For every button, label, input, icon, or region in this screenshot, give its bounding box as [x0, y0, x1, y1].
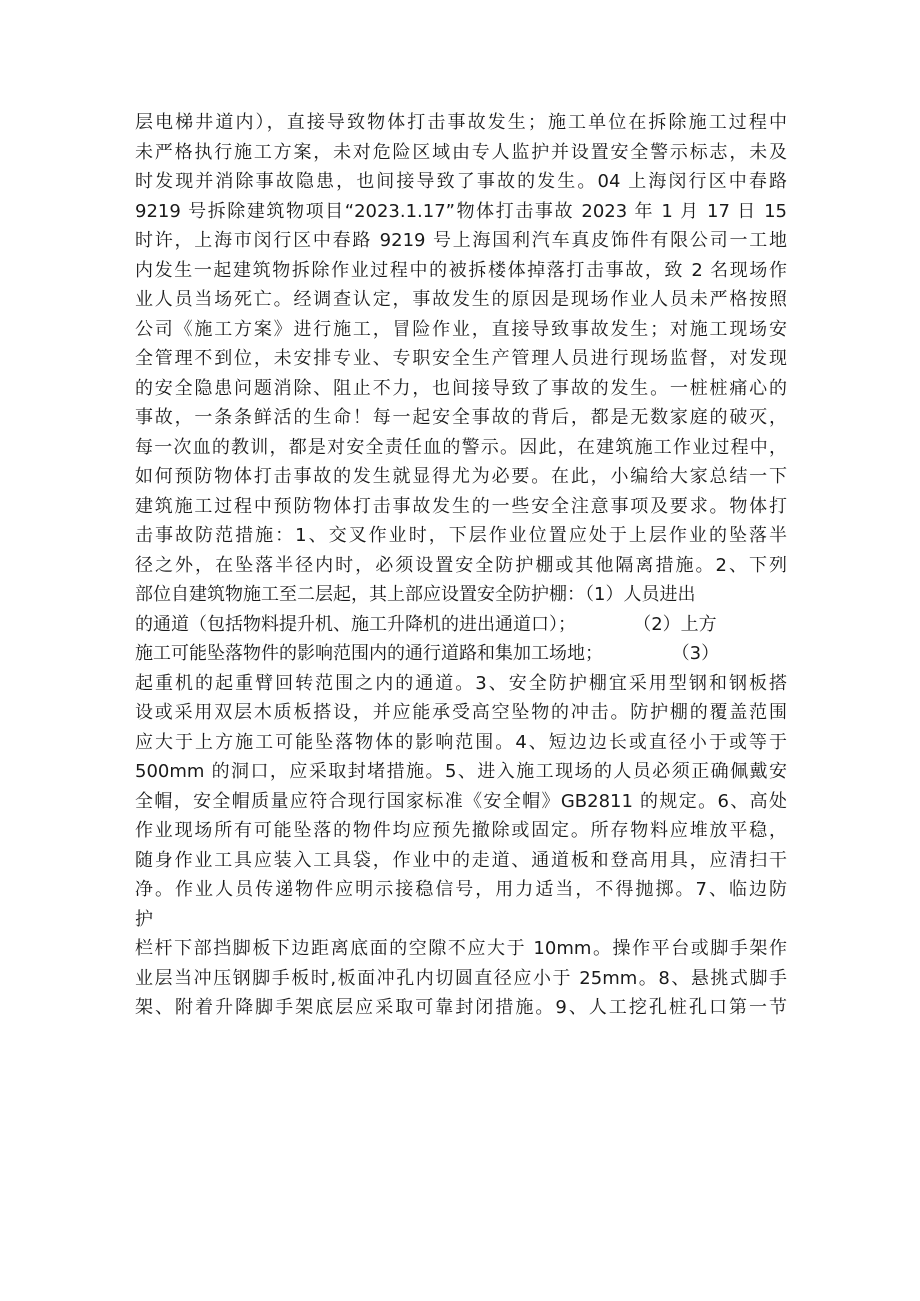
text-line: 的安全隐患问题消除、阻止不力，也间接导致了事故的发生。一桩桩痛心的 — [135, 377, 787, 399]
text-line: 业层当冲压钢脚手板时,板面冲孔内切圆直径应小于 25mm。8、悬挑式脚手 — [135, 967, 787, 989]
text-line: 应大于上方施工可能坠落物体的影响范围。4、短边边长或直径小于或等于 — [135, 731, 787, 753]
text-line: 作业现场所有可能坠落的物件均应预先撤除或固定。所存物料应堆放平稳， — [135, 820, 787, 841]
text-line: 500mm 的洞口，应采取封堵措施。5、进入施工现场的人员必须正确佩戴安 — [135, 761, 787, 782]
text-line: 公司《施工方案》进行施工，冒险作业，直接导致事故发生；对施工现场安 — [135, 318, 787, 340]
text-line: 全管理不到位，未安排专业、专职安全生产管理人员进行现场监督，对发现 — [135, 348, 787, 369]
text-line: 时许，上海市闵行区中春路 9219 号上海国利汽车真皮饰件有限公司一工地 — [135, 230, 787, 251]
text-line: 部位自建筑物施工至二层起，其上部应设置安全防护棚：（1）人员进出 — [135, 584, 696, 605]
text-line: 全帽，安全帽质量应符合现行国家标准《安全帽》GB2811 的规定。6、高处 — [135, 790, 787, 812]
text-line: 事故，一条条鲜活的生命！每一起安全事故的背后，都是无数家庭的破灭， — [135, 407, 787, 428]
text-line: 建筑施工过程中预防物体打击事故发生的一些安全注意事项及要求。物体打 — [135, 495, 787, 517]
text-line: 如何预防物体打击事故的发生就显得尤为必要。在此，小编给大家总结一下 — [135, 466, 787, 487]
text-line: 随身作业工具应装入工具袋，作业中的走道、通道板和登高用具，应清扫干 — [135, 849, 787, 871]
text-line: 的通道（包括物料提升机、施工升降机的进出通道口）； （2）上方 — [135, 613, 717, 635]
text-line: 内发生一起建筑物拆除作业过程中的被拆楼体掉落打击事故，致 2 名现场作 — [135, 259, 787, 281]
text-line: 9219 号拆除建筑物项目“2023.1.17”物体打击事故 2023 年 1 月 17 日 15 — [135, 200, 787, 222]
text-line: 架、附着升降脚手架底层应采取可靠封闭措施。9、人工挖孔桩孔口第一节 — [135, 997, 787, 1018]
text-line: 业人员当场死亡。经调查认定，事故发生的原因是现场作业人员未严格按照 — [135, 289, 787, 310]
text-line: 击事故防范措施：1、交叉作业时，下层作业位置应处于上层作业的坠落半 — [135, 525, 787, 546]
text-line: 栏杆下部挡脚板下边距离底面的空隙不应大于 10mm。操作平台或脚手架作 — [135, 938, 787, 959]
text-line: 设或采用双层木质板搭设，并应能承受高空坠物的冲击。防护棚的覆盖范围 — [135, 702, 787, 723]
text-line: 起重机的起重臂回转范围之内的通道。3、安全防护棚宜采用型钢和钢板搭 — [135, 672, 787, 694]
text-line: 时发现并消除事故隐患，也间接导致了事故的发生。04 上海闵行区中春路 — [135, 171, 787, 192]
text-line: 净。作业人员传递物件应明示接稳信号，用力适当，不得抛掷。7、临边防 — [135, 879, 787, 900]
body-text — [135, 108, 787, 1023]
text-line: 未严格执行施工方案，未对危险区域由专人监护并设置安全警示标志，未及 — [135, 141, 787, 163]
text-line: 每一次血的教训，都是对安全责任血的警示。因此，在建筑施工作业过程中， — [135, 436, 787, 458]
text-line: 护 — [135, 908, 153, 930]
text-line: 径之外，在坠落半径内时，必须设置安全防护棚或其他隔离措施。2、下列 — [135, 554, 787, 576]
text-line: 施工可能坠落物件的影响范围内的通行道路和集加工场地； （3） — [135, 643, 720, 664]
text-line: 层电梯井道内），直接导致物体打击事故发生；施工单位在拆除施工过程中 — [135, 112, 787, 133]
